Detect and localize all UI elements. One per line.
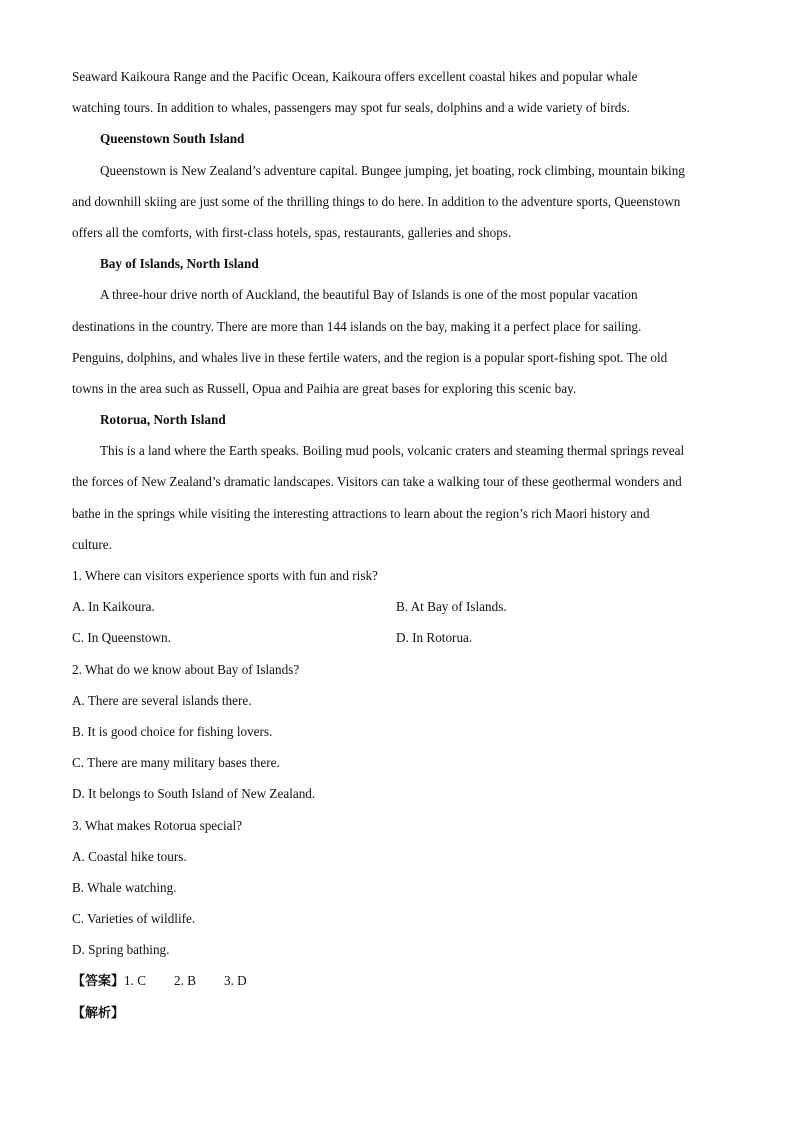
passage-line: A three-hour drive north of Auckland, the beautiful Bay of Islands is one of the most popular vacation <box>100 287 638 303</box>
passage-line: watching tours. In addition to whales, passengers may spot fur seals, dolphins and a wide variety of birds. <box>72 100 630 116</box>
question-option: D. In Rotorua. <box>396 630 473 646</box>
option-row <box>72 622 722 653</box>
answer-item: 2. B <box>174 973 196 989</box>
analysis-label: 【解析】 <box>72 1005 125 1021</box>
option-row <box>72 591 722 622</box>
passage-line: towns in the area such as Russell, Opua and Paihia are great bases for exploring this scenic bay. <box>72 380 577 396</box>
passage-line: the forces of New Zealand’s dramatic landscapes. Visitors can take a walking tour of these geothermal wonders and <box>72 474 682 490</box>
passage-line: bathe in the springs while visiting the interesting attractions to learn about the region’s rich Maori history and <box>72 505 650 521</box>
answer-line <box>72 965 722 996</box>
question-option: A. In Kaikoura. <box>72 599 155 615</box>
passage-line: Penguins, dolphins, and whales live in these fertile waters, and the region is a popular sport-fishing spot. The old <box>72 349 668 365</box>
passage-line: Seaward Kaikoura Range and the Pacific Ocean, Kaikoura offers excellent coastal hikes and popular whale <box>72 69 638 84</box>
passage-line: culture. <box>72 536 112 552</box>
question-stem: 1. Where can visitors experience sports with fun and risk? <box>72 568 378 583</box>
question-option: D. Spring bathing. <box>72 942 170 958</box>
question-option: A. There are several islands there. <box>72 692 252 708</box>
question-option: A. Coastal hike tours. <box>72 848 187 864</box>
question-option: C. Varieties of wildlife. <box>72 911 196 927</box>
document-page <box>72 61 722 1028</box>
passage-line: destinations in the country. There are more than 144 islands on the bay, making it a perfect place for sailing. <box>72 318 642 334</box>
section-heading: Rotorua, North Island <box>100 412 226 428</box>
question-stem: 2. What do we know about Bay of Islands? <box>72 661 300 677</box>
question-option: B. At Bay of Islands. <box>396 599 507 615</box>
question-option: D. It belongs to South Island of New Zealand. <box>72 786 316 802</box>
analysis-line <box>72 997 722 1028</box>
passage-line: Queenstown is New Zealand’s adventure capital. Bungee jumping, jet boating, rock climbing, mountain biking <box>100 162 685 178</box>
question-option: B. Whale watching. <box>72 879 177 895</box>
answer-item: 1. C <box>124 973 146 989</box>
answer-item: 3. D <box>223 973 247 989</box>
question-option: C. In Queenstown. <box>72 630 171 646</box>
question-option: C. There are many military bases there. <box>72 755 280 771</box>
passage-line: and downhill skiing are just some of the thrilling things to do here. In addition to the adventure sports, Queenstown <box>72 193 681 209</box>
section-heading: Queenstown South Island <box>100 131 245 147</box>
answer-label: 【答案】 <box>72 974 125 990</box>
question-stem: 3. What makes Rotorua special? <box>72 817 243 833</box>
question-option: B. It is good choice for fishing lovers. <box>72 723 273 739</box>
section-heading: Bay of Islands, North Island <box>100 256 259 272</box>
passage-line: This is a land where the Earth speaks. Boiling mud pools, volcanic craters and steaming thermal springs reveal <box>100 443 685 459</box>
passage-line: offers all the comforts, with first-class hotels, spas, restaurants, galleries and shops. <box>72 224 512 240</box>
